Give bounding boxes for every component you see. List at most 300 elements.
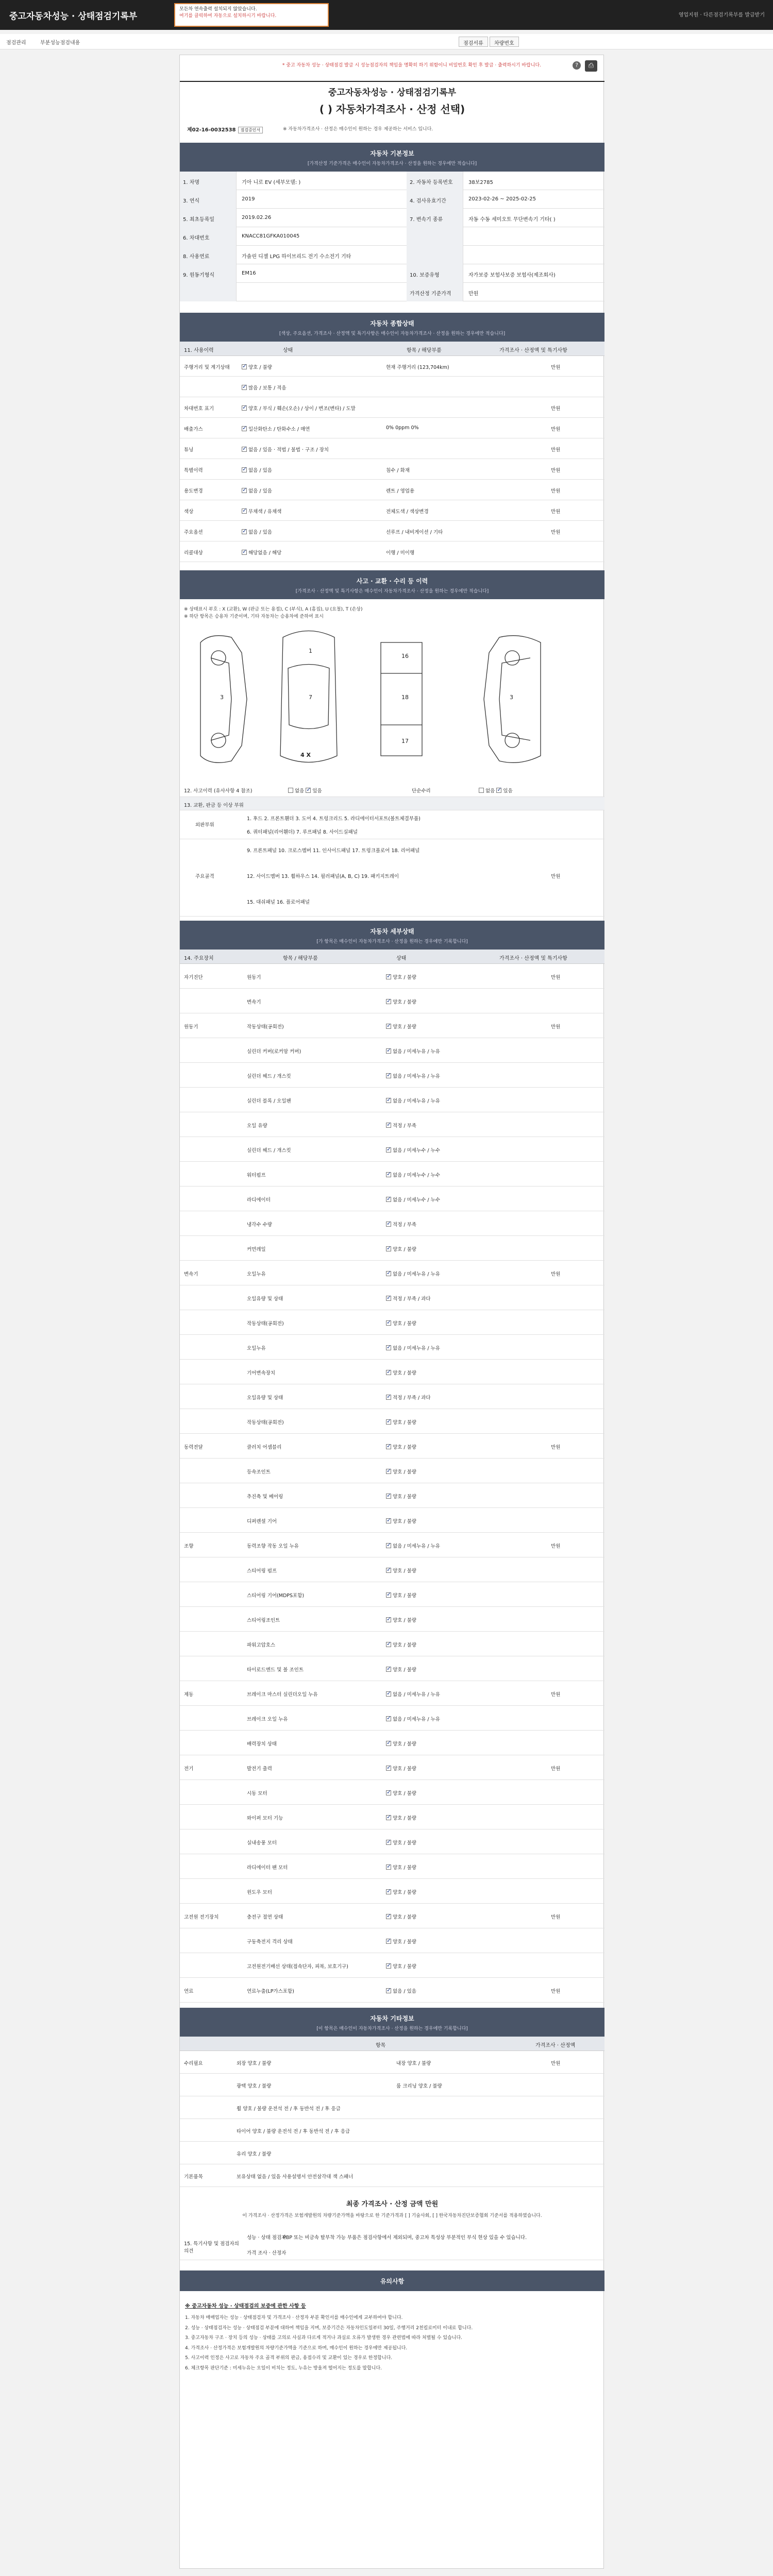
detail-state-text: 없음 / 미세누유 / 누유 — [393, 1346, 440, 1351]
doc-stamp: 점검증인서 — [238, 127, 263, 133]
other-key: 기본품목 — [184, 2174, 203, 2180]
detail-item: 실린더 헤드 / 개스킷 — [247, 1148, 291, 1154]
detail-row — [180, 1013, 604, 1038]
detail-state[interactable] — [386, 1616, 416, 1623]
detail-state[interactable] — [386, 1146, 440, 1154]
checkbox[interactable] — [386, 1840, 391, 1845]
detail-row — [180, 964, 604, 989]
checkbox[interactable] — [386, 1865, 391, 1870]
checkbox[interactable] — [386, 1123, 391, 1128]
detail-state-text: 양호 / 불량 — [393, 1247, 416, 1252]
overall-item: 렌트 / 영업용 — [386, 488, 415, 494]
basic-row — [180, 264, 604, 283]
car-number-button[interactable]: 차량번호 — [490, 37, 519, 47]
checkbox[interactable] — [386, 1939, 391, 1944]
detail-row — [180, 1285, 604, 1310]
checkbox[interactable] — [386, 1147, 391, 1153]
detail-state[interactable] — [386, 1962, 416, 1970]
detail-item: 오일유량 및 상태 — [247, 1395, 283, 1401]
detail-item: 시동 모터 — [247, 1791, 267, 1797]
remarks-row — [180, 2229, 604, 2260]
outer-panel-row — [180, 810, 604, 839]
detail-row — [180, 1112, 604, 1137]
detail-state[interactable] — [386, 1517, 416, 1524]
remarks-label: 15. 특기사항 및 점검자의 의견 — [184, 2241, 239, 2254]
detail-row — [180, 1261, 604, 1285]
detail-row — [180, 1236, 604, 1261]
detail-row — [180, 1360, 604, 1384]
col-head: 상태 — [283, 348, 293, 353]
checkbox[interactable] — [242, 447, 247, 452]
checkbox[interactable] — [386, 1222, 391, 1227]
detail-row — [180, 1656, 604, 1681]
accident-q12-row — [180, 782, 604, 797]
basic-label: 8. 사용연료 — [180, 246, 237, 264]
overall-item: 0% 0ppm 0% — [386, 425, 419, 431]
checkbox[interactable] — [242, 550, 247, 555]
checkbox[interactable] — [386, 1568, 391, 1573]
detail-item: 실린더 블록 / 오일팬 — [247, 1098, 291, 1104]
accident-q13-row — [180, 797, 604, 810]
checkbox[interactable] — [386, 1914, 391, 1919]
remarks-inspector: 성능 · 상태 점검자 — [247, 2235, 287, 2241]
help-icon[interactable]: ? — [573, 61, 581, 70]
basic-row — [180, 227, 604, 246]
detail-item: 윈도우 모터 — [247, 1890, 272, 1895]
overall-state-text: 많음 / 보통 / 적음 — [248, 385, 287, 391]
detail-state-text: 양호 / 불량 — [393, 1321, 416, 1327]
other-header — [180, 2008, 604, 2037]
overall-item: 현재 주행거리 (123,704km) — [386, 365, 449, 370]
detail-state-text: 양호 / 불량 — [393, 1667, 416, 1673]
detail-state[interactable] — [386, 1567, 416, 1574]
checkbox[interactable] — [386, 1024, 391, 1029]
detail-state-text: 양호 / 불량 — [393, 1024, 416, 1030]
remarks-inspector-value: PBP 또는 비금속 탈부착 가능 부품은 점검사항에서 제외되며, 중고차 특성상 부분적인 부식 현상 있을 수 있습니다. — [283, 2235, 527, 2241]
q13-label: 13. 교환, 판금 등 이상 부위 — [184, 803, 244, 808]
checkbox[interactable] — [386, 1766, 391, 1771]
outer-list-2: 6. 쿼터패널(리어휀더) 7. 루프패널 8. 사이드실패널 — [247, 829, 358, 835]
detail-state[interactable] — [386, 1023, 416, 1030]
overall-key: 색상 — [184, 509, 194, 515]
part-3-right: 3 — [510, 694, 513, 701]
final-note: 이 가격조사 · 산정가격은 보험개발원의 차량기준가액을 바탕으로 한 기준가격과 [ ] 기술사회, [ ] 한국자동차진단보증협회 기준서를 적용하였습니다. — [242, 2213, 542, 2218]
detail-item: 발전기 출력 — [247, 1766, 272, 1772]
main-frame-c: 15. 대쉬패널 16. 플로어패널 — [247, 900, 310, 905]
doc-number-value: 제02-16-0032538 — [187, 127, 236, 133]
overall-state[interactable] — [242, 528, 272, 535]
col-head: 상태 — [396, 956, 407, 961]
car-left-side-outline — [200, 636, 247, 763]
subbar-item-1[interactable]: 점검관리 — [6, 40, 26, 46]
detail-state[interactable] — [386, 1171, 440, 1178]
checkbox[interactable] — [386, 1444, 391, 1449]
overall-row — [180, 418, 604, 438]
detail-state[interactable] — [386, 1591, 416, 1599]
checkbox[interactable] — [479, 788, 484, 793]
overall-state-text: 없음 / 있음 — [248, 530, 272, 535]
basic-label: 4. 검사유효기간 — [407, 190, 463, 209]
detail-state[interactable] — [386, 1888, 416, 1895]
detail-key: 변속기 — [184, 1272, 198, 1277]
detail-state[interactable] — [386, 1122, 416, 1129]
basic-value: 자동 수동 세미오토 무단변속기 기타( ) — [468, 217, 556, 223]
detail-state[interactable] — [386, 1196, 440, 1203]
checkbox[interactable] — [386, 1320, 391, 1326]
wheel-rear-right — [505, 733, 519, 748]
overall-header-title: 자동차 종합상태 — [370, 320, 414, 327]
checkbox[interactable] — [386, 1073, 391, 1078]
checkbox[interactable] — [386, 1395, 391, 1400]
detail-key: 조향 — [184, 1544, 194, 1549]
overall-price: 만원 — [551, 447, 561, 453]
accident-header-sub: [가격조사 · 산정액 및 특기사항은 매수인이 자동차가격조사 · 산정을 원하는 경우에만 적습니다] — [295, 589, 489, 594]
overall-state[interactable] — [242, 384, 287, 391]
checkbox[interactable] — [242, 364, 247, 369]
note-item: 4. 가격조사 · 산정가격은 보험개발원의 차량기준가액을 기준으로 하며, 매수인이 원하는 경우에만 제공됩니다. — [185, 2345, 408, 2351]
detail-item: 작동상태(공회전) — [247, 1024, 284, 1030]
detail-state-text: 양호 / 불량 — [393, 1593, 416, 1599]
overall-price: 만원 — [551, 509, 561, 515]
checkbox[interactable] — [386, 1246, 391, 1251]
top-right-links[interactable]: 영업지원 · 다른점검기록부를 발급받기 — [678, 12, 765, 18]
detail-item: 연료누출(LP가스포함) — [247, 1989, 294, 1994]
detail-state-text: 없음 / 미세누유 / 누유 — [393, 1098, 440, 1104]
detail-item: 등속조인트 — [247, 1469, 271, 1475]
overall-state[interactable] — [242, 507, 281, 515]
detail-state-text: 양호 / 불량 — [393, 1890, 416, 1895]
detail-state-text: 없음 / 미세누수 / 누수 — [393, 1148, 440, 1154]
checkbox[interactable] — [386, 1617, 391, 1622]
checkbox[interactable] — [386, 1963, 391, 1969]
detail-state[interactable] — [386, 1245, 416, 1252]
overall-state-text: 없음 / 있음 — [248, 488, 272, 494]
detail-state[interactable] — [386, 1221, 416, 1228]
detail-state-text: 없음 / 미세누유 / 누유 — [393, 1049, 440, 1055]
car-right-window — [499, 658, 530, 740]
detail-state[interactable] — [386, 1839, 416, 1846]
detail-state[interactable] — [386, 1369, 416, 1376]
detail-state[interactable] — [386, 1863, 416, 1871]
detail-state-text: 없음 / 미세누유 / 누유 — [393, 1272, 440, 1277]
note-item: 2. 성능 · 상태점검자는 성능 · 상태점검 부분에 대하여 책임을 지며, 보증기간은 자동차인도일부터 30일, 주행거리 2천킬로미터 이내로 합니다. — [185, 2325, 473, 2331]
print-icon[interactable]: ⎙ — [585, 60, 597, 72]
overall-key: 튜닝 — [184, 447, 194, 453]
detail-state[interactable] — [386, 1468, 416, 1475]
detail-row — [180, 1384, 604, 1409]
detail-state[interactable] — [386, 1765, 416, 1772]
overall-price: 만원 — [551, 468, 561, 473]
detail-state-text: 없음 / 미세누유 / 누유 — [393, 1717, 440, 1722]
checkbox[interactable] — [242, 467, 247, 472]
detail-state-text: 적정 / 부족 / 과다 — [393, 1395, 431, 1401]
detail-price: 만원 — [551, 1272, 561, 1277]
detail-state[interactable] — [386, 1493, 416, 1500]
remarks-appraiser: 가격 조사 · 산정자 — [247, 2250, 287, 2256]
basic-label: 가격산정 기준가격 — [407, 283, 463, 301]
warning-text: * 중고 자동차 성능 · 상태점검 발급 시 성능점검자의 책임을 명확히 하기 위함이니 비밀번호 확인 후 발급 · 출력하시기 바랍니다. — [282, 63, 542, 68]
main-frame-label: 주요골격 — [195, 874, 214, 879]
divider — [180, 81, 604, 82]
note-item: 6. 체크항목 판단기준 : 미세누유는 오일이 비치는 정도, 누유는 방울져 떨어지는 정도를 말합니다. — [185, 2365, 382, 2371]
overall-state-text: 양호 / 불량 — [248, 365, 272, 370]
detail-item: 충전구 절연 상태 — [247, 1914, 283, 1920]
col-head: 가격조사 · 산정액 — [535, 2043, 576, 2048]
detail-state[interactable] — [386, 1047, 440, 1055]
checkbox[interactable] — [496, 788, 501, 793]
detail-state[interactable] — [386, 1542, 440, 1549]
outer-label: 외판부위 — [195, 822, 214, 828]
detail-state-text: 양호 / 불량 — [393, 1494, 416, 1500]
detail-item: 추진축 및 베어링 — [247, 1494, 283, 1500]
q12b-options[interactable]: 없음 ✓있음 — [479, 787, 513, 794]
overall-state[interactable] — [242, 363, 272, 370]
checkbox[interactable] — [386, 1889, 391, 1894]
basic-value: 만원 — [468, 291, 479, 297]
checkbox[interactable] — [242, 426, 247, 431]
detail-state-text: 없음 / 미세누수 / 누수 — [393, 1173, 440, 1178]
basic-header-title: 자동차 기본정보 — [370, 150, 414, 157]
overall-table-head — [180, 342, 604, 356]
checkbox[interactable] — [386, 1667, 391, 1672]
detail-item: 파워고압호스 — [247, 1642, 276, 1648]
basic-label: 7. 변속기 종류 — [407, 209, 463, 227]
detail-item: 실린더 헤드 / 개스킷 — [247, 1074, 291, 1079]
overall-row — [180, 356, 604, 377]
checkbox[interactable] — [242, 405, 247, 411]
detail-state-text: 양호 / 불량 — [393, 1519, 416, 1524]
doc-button[interactable]: 점검서류 — [459, 37, 488, 47]
notice-line-2[interactable]: 여기를 클릭하여 자동으로 설치하시기 바랍니다. — [179, 13, 277, 19]
detail-state[interactable] — [386, 1938, 416, 1945]
detail-item: 오일 유량 — [247, 1123, 267, 1129]
detail-state[interactable] — [386, 1715, 440, 1722]
overall-state[interactable] — [242, 446, 329, 453]
detail-key: 원동기 — [184, 1024, 198, 1030]
checkbox[interactable] — [306, 788, 311, 793]
detail-row — [180, 1088, 604, 1112]
detail-state-text: 양호 / 불량 — [393, 1420, 416, 1426]
q12-label: 12. 사고이력 (유사사항 4 참조) — [184, 788, 253, 794]
detail-state-text: 없음 / 미세누수 / 누수 — [393, 1197, 440, 1203]
checkbox[interactable] — [386, 1172, 391, 1177]
detail-price: 만원 — [551, 1024, 561, 1030]
detail-row — [180, 1310, 604, 1335]
detail-item: 스티어링 펌프 — [247, 1568, 277, 1574]
other-item-2: 내장 양호 / 불량 — [396, 2061, 431, 2066]
plugin-notice[interactable] — [174, 3, 329, 27]
detail-state[interactable] — [386, 1319, 416, 1327]
checkbox[interactable] — [386, 1642, 391, 1647]
detail-state[interactable] — [386, 1270, 440, 1277]
other-unit: 만원 — [551, 2061, 561, 2066]
detail-state[interactable] — [386, 1987, 416, 1994]
detail-state[interactable] — [386, 1814, 416, 1821]
other-item: 광택 양호 / 불량 — [237, 2083, 272, 2089]
checkbox[interactable] — [386, 1691, 391, 1697]
other-item: 보유상태 없음 / 있음 사용설명서 안전삼각대 잭 스패너 — [237, 2174, 354, 2180]
doc-title — [180, 85, 604, 116]
notes-list — [185, 2315, 599, 2375]
other-row — [180, 2119, 604, 2142]
part-3: 3 — [220, 694, 224, 701]
checkbox[interactable] — [386, 1741, 391, 1746]
basic-value: KNACC81GFKA010045 — [242, 233, 300, 239]
detail-row — [180, 1706, 604, 1731]
checkbox[interactable] — [386, 1271, 391, 1276]
detail-state-text: 없음 / 미세누유 / 누유 — [393, 1692, 440, 1698]
checkbox[interactable] — [386, 1518, 391, 1523]
main-frame-price: 만원 — [551, 874, 561, 879]
overall-key: 특별이력 — [184, 468, 203, 473]
note-item: 3. 중고자동차 구조 · 장치 등의 성능 · 상태를 고의로 사실과 다르게 적거나 과실로 오류가 발생한 경우 관련법에 따라 처벌될 수 있습니다. — [185, 2335, 463, 2341]
basic-value: 자가보증 보험사보증 보험사(제조회사) — [468, 273, 556, 278]
detail-item: 워터펌프 — [247, 1173, 266, 1178]
detail-state[interactable] — [386, 973, 416, 980]
checkbox[interactable] — [386, 1716, 391, 1721]
detail-state-text: 양호 / 불량 — [393, 1370, 416, 1376]
checkbox[interactable] — [386, 1296, 391, 1301]
overall-price: 만원 — [551, 365, 561, 370]
detail-row — [180, 1459, 604, 1483]
detail-state-text: 양호 / 불량 — [393, 1469, 416, 1475]
detail-state-text: 양호 / 불량 — [393, 1791, 416, 1797]
checkbox[interactable] — [386, 1494, 391, 1499]
accident-legend — [184, 606, 363, 620]
outer-list-1: 1. 후드 2. 프론트휀더 3. 도어 4. 트렁크리드 5. 라디에이터서포트(볼트체결부품) — [247, 816, 421, 822]
checkbox[interactable] — [242, 529, 247, 534]
overall-state[interactable] — [242, 487, 272, 494]
checkbox[interactable] — [386, 1543, 391, 1548]
detail-state[interactable] — [386, 1666, 416, 1673]
overall-state-text: 없음 / 있음 · 적법 / 불법 · 구조 / 장치 — [248, 447, 329, 453]
detail-state[interactable] — [386, 1295, 431, 1302]
checkbox[interactable] — [242, 385, 247, 390]
sub-toolbar — [0, 34, 773, 49]
checkbox[interactable] — [386, 1790, 391, 1795]
detail-state[interactable] — [386, 1394, 431, 1401]
checkbox[interactable] — [288, 788, 293, 793]
detail-item: 고전원전기배선 상태(접속단자, 피복, 보호기구) — [247, 1964, 348, 1970]
wheel-front-left — [211, 651, 226, 665]
other-key: 수리필요 — [184, 2061, 203, 2066]
other-item: 유리 양호 / 불량 — [237, 2151, 272, 2157]
checkbox[interactable] — [386, 1345, 391, 1350]
detail-item: 클러치 어셈블리 — [247, 1445, 282, 1450]
basic-label: 5. 최초등록일 — [180, 209, 237, 227]
detail-state[interactable] — [386, 1789, 416, 1797]
checkbox[interactable] — [386, 1048, 391, 1054]
overall-state[interactable] — [242, 425, 310, 432]
detail-row — [180, 1681, 604, 1706]
detail-item: 원동기 — [247, 975, 261, 980]
checkbox[interactable] — [386, 1815, 391, 1820]
detail-item: 스티어링조인트 — [247, 1618, 280, 1623]
checkbox[interactable] — [386, 1197, 391, 1202]
detail-state-text: 양호 / 불량 — [393, 999, 416, 1005]
detail-item: 변속기 — [247, 999, 261, 1005]
detail-row — [180, 1483, 604, 1508]
checkbox[interactable] — [386, 1419, 391, 1425]
overall-state[interactable] — [242, 549, 281, 556]
overall-header — [180, 313, 604, 342]
overall-state-text: 무채색 / 유채색 — [248, 509, 282, 515]
detail-state[interactable] — [386, 1913, 416, 1920]
checkbox[interactable] — [386, 1988, 391, 1993]
checkbox[interactable] — [386, 974, 391, 979]
checkbox[interactable] — [242, 509, 247, 514]
col-head: 항목 / 해당부품 — [283, 956, 318, 961]
detail-row — [180, 1879, 604, 1904]
overall-key: 차대번호 표기 — [184, 406, 214, 412]
detail-row — [180, 989, 604, 1013]
mark-4x: 4 X — [300, 752, 311, 758]
basic-label: 6. 차대번호 — [180, 227, 237, 246]
detail-row — [180, 1582, 604, 1607]
detail-state-text: 양호 / 불량 — [393, 1816, 416, 1821]
checkbox[interactable] — [386, 1370, 391, 1375]
part-17: 17 — [401, 738, 409, 744]
detail-state[interactable] — [386, 1690, 440, 1698]
basic-label: 9. 원동기형식 — [180, 264, 237, 283]
overall-row — [180, 480, 604, 500]
detail-row — [180, 1731, 604, 1755]
detail-item: 구동축전지 격리 상태 — [247, 1939, 293, 1945]
detail-row — [180, 1632, 604, 1656]
checkbox[interactable] — [386, 999, 391, 1004]
detail-item: 오일유량 및 상태 — [247, 1296, 283, 1302]
detail-row — [180, 1187, 604, 1211]
checkbox[interactable] — [386, 1592, 391, 1598]
other-item: 타이어 양호 / 불량 운전석 전 / 후 동반석 전 / 후 응급 — [237, 2129, 350, 2134]
detail-price: 만원 — [551, 1544, 561, 1549]
details-table-head — [180, 950, 604, 964]
overall-row — [180, 438, 604, 459]
detail-item: 오일누유 — [247, 1272, 266, 1277]
checkbox[interactable] — [386, 1098, 391, 1103]
detail-state[interactable] — [386, 1072, 440, 1079]
detail-item: 타이로드엔드 및 볼 조인트 — [247, 1667, 304, 1673]
checkbox[interactable] — [242, 488, 247, 493]
overall-state[interactable] — [242, 404, 356, 412]
subbar-item-2[interactable]: 부분성능점검내용 — [40, 40, 80, 46]
notes-header — [180, 2270, 604, 2291]
detail-row — [180, 1557, 604, 1582]
detail-row — [180, 1978, 604, 2003]
detail-row — [180, 1854, 604, 1879]
detail-state[interactable] — [386, 1740, 416, 1747]
detail-item: 와이퍼 모터 기능 — [247, 1816, 283, 1821]
overall-key: 주요옵션 — [184, 530, 203, 535]
basic-label — [407, 227, 463, 246]
overall-row — [180, 500, 604, 521]
detail-price: 만원 — [551, 1989, 561, 1994]
detail-state[interactable] — [386, 1418, 416, 1426]
detail-item: 커먼레일 — [247, 1247, 266, 1252]
checkbox[interactable] — [386, 1469, 391, 1474]
detail-state[interactable] — [386, 1641, 416, 1648]
detail-state[interactable] — [386, 998, 416, 1005]
overall-item: 이행 / 미이행 — [386, 550, 415, 556]
detail-row — [180, 1780, 604, 1805]
overall-state[interactable] — [242, 466, 272, 473]
detail-state[interactable] — [386, 1443, 416, 1450]
q12-options[interactable]: 없음 ✓있음 — [288, 787, 322, 794]
accident-header-title: 사고 · 교환 · 수리 등 이력 — [356, 578, 428, 585]
detail-state-text: 적정 / 부족 / 과다 — [393, 1296, 431, 1302]
detail-state[interactable] — [386, 1097, 440, 1104]
detail-state[interactable] — [386, 1344, 440, 1351]
